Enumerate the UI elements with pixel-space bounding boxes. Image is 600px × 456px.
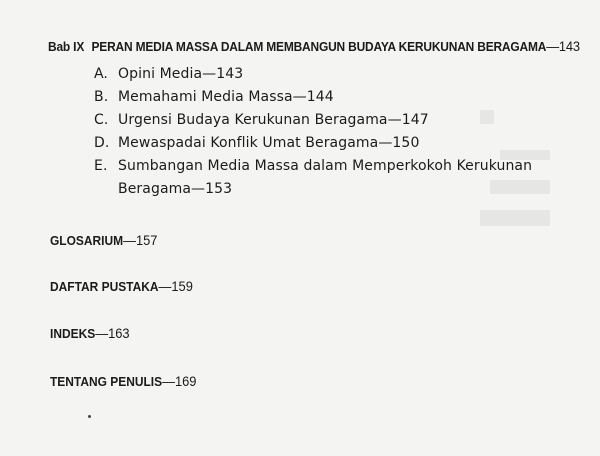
section-title: GLOSARIUM (50, 233, 124, 248)
subsection-page: —147 (387, 112, 429, 128)
subsection-a (94, 66, 243, 82)
subsection-title-continued: Beragama (118, 181, 192, 197)
show-through-shadow (480, 110, 550, 240)
stray-mark (88, 415, 91, 418)
section-page: —159 (158, 278, 193, 294)
chapter-number: Bab IX (48, 39, 85, 54)
section-title: DAFTAR PUSTAKA (50, 279, 159, 294)
subsection-title: Mewaspadai Konflik Umat Beragama (118, 135, 379, 151)
subsection-letter: D. (94, 135, 110, 151)
section-glosarium (50, 232, 157, 248)
section-page: —169 (162, 373, 197, 389)
subsection-title: Opini Media (118, 66, 203, 82)
section-indeks (50, 325, 130, 341)
subsection-c (94, 112, 429, 128)
subsection-title: Memahami Media Massa (118, 89, 293, 105)
subsection-e-continued (118, 181, 232, 197)
subsection-page: —150 (378, 135, 420, 151)
subsection-letter: C. (94, 112, 109, 128)
section-title: TENTANG PENULIS (50, 374, 163, 389)
subsection-page: —144 (292, 89, 334, 105)
section-tentang-penulis (50, 373, 196, 389)
subsection-d (94, 135, 419, 151)
subsection-title: Urgensi Budaya Kerukunan Beragama (118, 112, 388, 128)
subsection-b (94, 89, 334, 105)
subsection-e (94, 158, 532, 174)
chapter-page: —143 (546, 38, 580, 54)
subsection-page: —153 (191, 181, 233, 197)
chapter-title: PERAN MEDIA MASSA DALAM MEMBANGUN BUDAYA KERUKUNAN BERAGAMA (91, 39, 547, 54)
subsection-letter: E. (94, 158, 108, 174)
section-page: —163 (95, 325, 130, 341)
section-daftar-pustaka (50, 278, 193, 294)
subsection-letter: A. (94, 66, 108, 82)
subsection-title: Sumbangan Media Massa dalam Memperkokoh Kerukunan (118, 158, 533, 174)
subsection-letter: B. (94, 89, 109, 105)
section-page: —157 (123, 232, 158, 248)
subsection-page: —143 (202, 66, 244, 82)
section-title: INDEKS (50, 326, 96, 341)
chapter-heading (48, 38, 580, 54)
